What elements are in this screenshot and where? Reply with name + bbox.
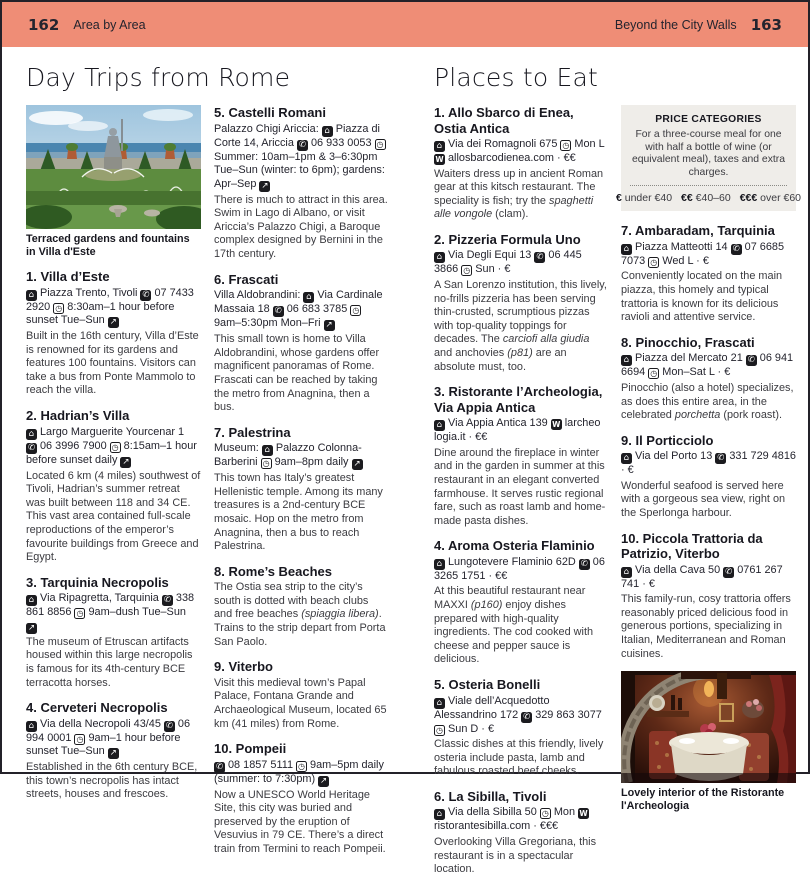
entry-title: 1. Villa d’Este (26, 269, 110, 284)
entry-title: 8. Pinocchio, Frascati (621, 334, 755, 350)
phone-icon: ✆ (580, 558, 588, 569)
price-tiers (615, 192, 802, 205)
entry-title: 10. Pompeii (214, 741, 287, 757)
clock-icon: ◷ (350, 305, 361, 316)
clock-icon: ◷ (261, 458, 272, 469)
entry-title: 4. Cerveteri Necropolis (26, 700, 168, 716)
entry-info: Museum: ⌂ Palazzo Colonna-Barberini ◷ 9am–8pm daily ↗ (214, 442, 362, 470)
left-entries-col-2 (214, 105, 389, 857)
entry-body: Pinocchio (also a hotel) specializes, as does this entire area, in the celebrated porchetta (pork roast). (621, 381, 794, 422)
entry-body: Built in the 16th century, Villa d’Este is renowned for its gardens and features 100 fountains. Visitors can take a bus from Ponte Mammolo to reach the villa. (26, 330, 199, 397)
entry-body: A San Lorenzo institution, this lively, no-frills pizzeria has been serving thin-crusted, scrumptious pizzas with top-quality toppings for decades. The carciofi alla giudia and anchovies (p81) are an absolute must, too. (434, 279, 607, 373)
house-icon: ⌂ (434, 809, 445, 820)
right-photo-caption: Lovely interior of the Ristorante l'Archeologia (621, 787, 785, 813)
entry-viterbo (214, 659, 389, 731)
header-right-group (615, 16, 782, 34)
house-icon: ⌂ (621, 567, 632, 578)
entry-title: 8. Rome’s Beaches (214, 563, 333, 579)
house-icon: ⌂ (26, 721, 37, 732)
link-icon: ↗ (261, 180, 269, 191)
page-header-bar (2, 2, 808, 47)
entry-body: Classic dishes at this friendly, lively osteria include pasta, lamb and fabulous roasted beef cheeks. (434, 738, 604, 778)
house-icon: ⌂ (303, 292, 314, 303)
entry-osteria-bonelli (434, 677, 608, 779)
price-tier: €€ €40–60 (681, 192, 731, 205)
entry-body: Waiters dress up in ancient Roman gear at this kitsch restaurant. The speciality is fish; try the spaghetti alle vongole (clam). (434, 167, 604, 221)
right-column-1 (434, 105, 608, 887)
entry-piccola-trattoria-da-patrizio-viterbo (621, 531, 796, 662)
entry-info: Villa Aldobrandini: ⌂ Via Cardinale Massaia 18 ✆ 06 683 3785 ◷9am–5:30pm Mon–Fri ↗ (214, 289, 383, 331)
phone-icon: ✆ (215, 761, 224, 772)
entry-info: ⌂ Via del Porto 13 ✆ 331 729 4816 · € (621, 450, 796, 477)
right-page (434, 61, 802, 887)
price-categories-box (615, 105, 802, 211)
entry-body: Dine around the fireplace in winter and in the garden in summer at this restaurant in an elegant converted farmhouse. It serves rustic regional fare, such as roast lamb and home-made pasta dishes. (434, 446, 606, 527)
entry-title: 7. Ambaradam, Tarquinia (621, 223, 775, 239)
entry-title: 4. Aroma Osteria Flaminio (434, 538, 595, 554)
restaurant-interior-photo (621, 671, 796, 783)
web-icon: W (552, 420, 561, 430)
clock-icon: ◷ (296, 761, 307, 772)
entry-body: This family-run, cosy trattoria offers reasonably priced delicious food in generous portions, specializing in Italian, Mediterranean and Roman cuisines. (621, 593, 791, 660)
entry-body: Now a UNESCO World Heritage Site, this city was buried and preserved by the eruption of Vesuvius in 79 CE. There’s a direct train from Termini to reach Pompeii. (214, 788, 386, 855)
right-page-number: 163 (750, 15, 782, 34)
entry-info: ⌂ Via della Sibilla 50 ◷ Mon Wristorantesibilla.com · €€€ (434, 806, 588, 833)
entry-palestrina (214, 425, 389, 554)
phone-icon: ✆ (717, 453, 725, 464)
entry-info: ⌂ Piazza Trento, Tivoli ✆ 07 7433 2920 ◷ 8:30am–1 hour before sunset Tue–Sun ↗ (26, 286, 194, 328)
entry-info: ⌂ Via Appia Antica 139 W larcheo logia.it · €€ (434, 417, 601, 444)
entry-body: There is much to attract in this area. Swim in Lago di Albano, or visit Ariccia’s Palazzo Chigi, a Baroque complex designed by Bernini in the 17th century. (214, 193, 388, 261)
entry-info: ⌂ Via dei Romagnoli 675 ◷ Mon L W allosbarcodienea.com · €€ (435, 138, 605, 164)
entry-body: Overlooking Villa Gregoriana, this restaurant is in a spectacular location. (434, 836, 597, 876)
entry-info: ⌂ Via Ripagretta, Tarquinia ✆ 338 861 8856 ◷ 9am–dush Tue–Sun ↗ (26, 592, 195, 633)
entry-body: Wonderful seafood is served here with a gorgeous sea view, right on the Sperlonga harbour. (621, 479, 786, 519)
clock-icon: ◷ (375, 139, 386, 150)
price-box-description: For a three-course meal for one with half a bottle of wine (or equivalent meal), taxes and extra charges. (630, 129, 787, 186)
entry-body: Established in the 6th century BCE, this town’s necropolis has intact streets, houses and frescoes. (26, 761, 198, 801)
phone-icon: ✆ (747, 355, 755, 366)
left-section-label: Area by Area (73, 17, 146, 32)
link-icon: ↗ (325, 320, 333, 331)
clock-icon: ◷ (540, 808, 551, 819)
entry-body: At this beautiful restaurant near MAXXI (p160) enjoy dishes prepared with high-quality ingredients. The cod cooked with cheese and pepper sauce is delicious. (434, 585, 594, 666)
entry-cerveteri-necropolis (26, 700, 201, 802)
entry-info: Palazzo Chigi Ariccia: ⌂ Piazza di Corte 14, Ariccia ✆ 06 933 0053 ◷Summer: 10am–1pm & 3–6:30pm Tue–Sun (winter: to 6pm); gardens: Apr–Sep ↗ (214, 122, 385, 191)
house-icon: ⌂ (322, 126, 333, 137)
entry-body: This town has Italy’s greatest Hellenistic temple. Among its many treasures is a 2nd-century BCE mosaic. Hop on the metro from Anagnina, then a bus to reach Palestrina. (214, 472, 383, 553)
entry-title: 9. Viterbo (214, 659, 274, 675)
entry-la-sibilla-tivoli (434, 789, 608, 877)
house-icon: ⌂ (26, 429, 37, 440)
entry-ristorante-l-archeologia-via-appia-antica (434, 384, 608, 528)
entry-title: 5. Osteria Bonelli (434, 677, 541, 693)
house-icon: ⌂ (434, 252, 445, 263)
entry-title: 5. Castelli Romani (214, 105, 326, 120)
phone-icon: ✆ (27, 442, 36, 453)
entry-title: 7. Palestrina (214, 424, 291, 440)
house-icon: ⌂ (262, 445, 273, 456)
house-icon: ⌂ (26, 290, 37, 301)
clock-icon: ◷ (648, 257, 659, 268)
phone-icon: ✆ (163, 595, 171, 606)
left-page-number: 162 (28, 15, 60, 34)
entry-body: The museum of Etruscan artifacts housed within this large necropolis is famous for its 4th-century BCE terracotta horses. (26, 635, 193, 689)
entry-info: ⌂ Largo Marguerite Yourcenar 1 ✆ 06 3996 7900 ◷ 8:15am–1 hour before sunset daily ↗ (26, 425, 197, 467)
link-icon: ↗ (27, 622, 36, 633)
entry-info: ⌂ Via della Cava 50 ✆ 0761 267 741 · € (621, 563, 783, 590)
left-page (26, 61, 389, 887)
entry-ambaradam-tarquinia (621, 223, 796, 324)
entry-allo-sbarco-di-enea-ostia-antica (434, 105, 608, 222)
entry-title: 1. Allo Sbarco di Enea, Ostia Antica (434, 105, 574, 136)
entry-info: ⌂ Via Degli Equi 13 ✆ 06 445 3866 ◷ Sun · € (434, 249, 582, 276)
link-icon: ↗ (122, 456, 130, 467)
entry-rome-s-beaches (214, 564, 389, 649)
house-icon: ⌂ (621, 453, 632, 464)
phone-icon: ✆ (274, 306, 282, 317)
entry-title: 10. Piccola Trattoria da Patrizio, Viterbo (621, 530, 763, 562)
entry-title: 2. Pizzeria Formula Uno (434, 231, 581, 247)
phone-icon: ✆ (523, 711, 531, 722)
house-icon: ⌂ (434, 559, 445, 570)
phone-icon: ✆ (142, 289, 150, 300)
right-section-label: Beyond the City Walls (614, 17, 737, 32)
entry-body: Visit this medieval town’s Papal Palace, Fontana Grande and Archaeological Museum, located 65 km (41 miles) from Rome. (214, 676, 387, 730)
entry-info: ⌂ Lungotevere Flaminio 62D ✆ 06 3265 1751 · €€ (434, 555, 605, 582)
right-column-2 (615, 105, 802, 887)
entry-title: 2. Hadrian’s Villa (26, 408, 130, 424)
entry-villa-d-este (26, 269, 201, 398)
clock-icon: ◷ (110, 442, 121, 453)
entry-info: ⌂ Via della Necropoli 43/45 ✆ 06 994 0001 ◷ 9am–1 hour before sunset Tue–Sun ↗ (26, 717, 191, 759)
clock-icon: ◷ (74, 608, 85, 619)
left-photo-caption: Terraced gardens and fountains in Villa d'Este (26, 233, 190, 258)
entry-aroma-osteria-flaminio (434, 538, 608, 667)
entry-castelli-romani (214, 105, 389, 262)
house-icon: ⌂ (621, 355, 632, 366)
entry-title: 3. Tarquinia Necropolis (26, 574, 169, 590)
price-box-title: PRICE CATEGORIES (655, 114, 762, 125)
entry-info: ⌂ Piazza Matteotti 14 ✆ 07 6685 7073 ◷ Wed L · € (621, 240, 785, 267)
entry-frascati (214, 272, 389, 415)
entry-body: This small town is home to Villa Aldobrandini, whose gardens offer magnificent panoramas of Rome. Frascati can be reached by taking the metro from Anagnina, then a bus. (214, 333, 380, 414)
entry-tarquinia-necropolis (26, 575, 201, 690)
link-icon: ↗ (320, 775, 328, 786)
link-icon: ↗ (353, 459, 361, 470)
house-icon: ⌂ (434, 141, 445, 152)
phone-icon: ✆ (298, 139, 306, 150)
left-column-1 (26, 105, 201, 867)
entry-pizzeria-formula-uno (434, 232, 608, 374)
phone-icon: ✆ (725, 566, 733, 577)
right-entries-col-2 (621, 223, 796, 661)
clock-icon: ◷ (53, 303, 64, 314)
link-icon: ↗ (109, 317, 117, 328)
clock-icon: ◷ (434, 725, 445, 736)
entry-body: The Ostia sea strip to the city’s south is dotted with beach clubs and free beaches (spiaggia libera). Trains to the strip depart from Porta San Paolo. (214, 581, 386, 648)
house-icon: ⌂ (434, 420, 445, 431)
spread (2, 47, 808, 887)
entry-title: 3. Ristorante l’Archeologia, Via Appia Antica (434, 384, 603, 415)
entry-hadrian-s-villa (26, 408, 201, 565)
clock-icon: ◷ (461, 265, 472, 276)
entry-info: ⌂ Viale dell’Acquedotto Alessandrino 172 ✆ 329 863 3077 ◷ Sun D · € (434, 694, 602, 735)
clock-icon: ◷ (560, 140, 571, 151)
left-column-2 (214, 105, 389, 867)
web-icon: W (579, 809, 588, 819)
house-icon: ⌂ (26, 595, 37, 606)
villa-deste-photo (26, 105, 201, 229)
phone-icon: ✆ (732, 243, 740, 254)
entry-title: 9. Il Porticciolo (621, 432, 714, 448)
price-tier: € under €40 (615, 192, 673, 205)
entry-info: ✆ 08 1857 5111 ◷ 9am–5pm daily (summer: to 7:30pm) ↗ (214, 758, 384, 786)
price-tier: €€€ over €60 (739, 192, 802, 205)
entry-title: 6. La Sibilla, Tivoli (434, 788, 547, 804)
entry-pinocchio-frascati (621, 335, 796, 423)
entry-il-porticciolo (621, 433, 796, 521)
clock-icon: ◷ (648, 368, 659, 379)
house-icon: ⌂ (434, 698, 445, 709)
web-icon: W (435, 155, 444, 164)
right-page-title: Places to Eat (434, 63, 599, 92)
clock-icon: ◷ (74, 734, 85, 745)
link-icon: ↗ (109, 748, 117, 759)
entry-body: Located 6 km (4 miles) southwest of Tivoli, Hadrian’s summer retreat was built between 118 and 34 CE. This vast area contained full-scale reproductions of the emperor’s favourite buildings from Greece and Egypt. (26, 469, 201, 564)
entry-body: Conveniently located on the main piazza, this homely and typical trattoria is known for its delicious ravioli and attentive service. (621, 270, 783, 324)
phone-icon: ✆ (536, 252, 544, 263)
right-entries-col-1 (434, 105, 608, 877)
left-page-title: Day Trips from Rome (26, 63, 291, 92)
house-icon: ⌂ (621, 244, 632, 255)
left-entries-col-1 (26, 269, 201, 802)
entry-info: ⌂ Piazza del Mercato 21 ✆ 06 941 6694 ◷ Mon–Sat L · € (621, 352, 794, 379)
entry-pompeii (214, 741, 389, 856)
entry-title: 6. Frascati (214, 271, 279, 287)
phone-icon: ✆ (165, 720, 173, 731)
